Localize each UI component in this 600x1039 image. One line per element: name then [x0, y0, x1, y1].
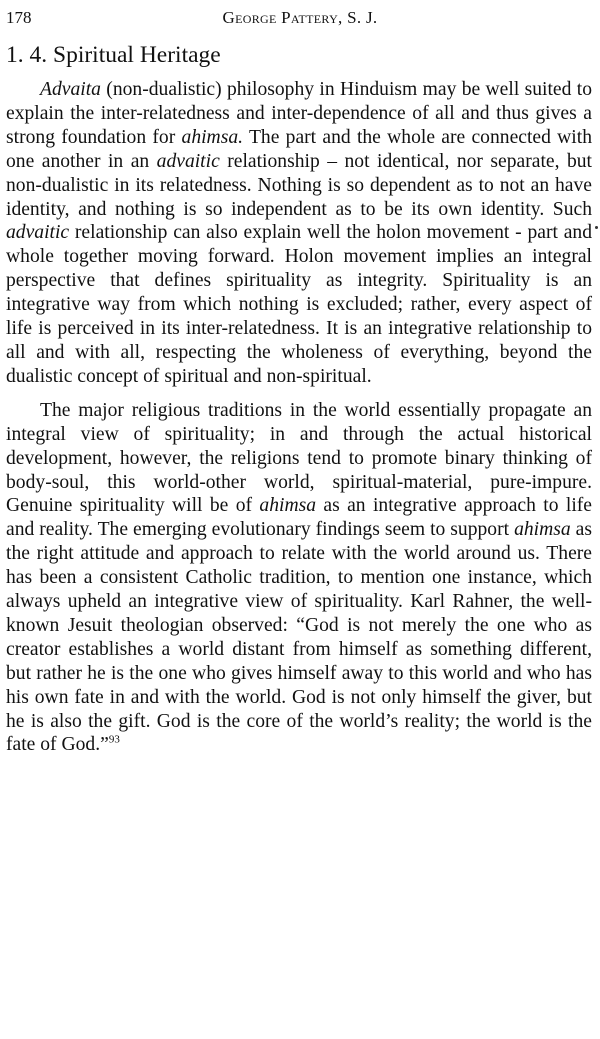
- text-run: The major religious traditions in the world essentially propagate an integral view of spirituality; in and through the actual historical development, however, the religions tend to promote binary thinking of body-soul, this world-other world, spiritual-material, pure-impure. Genuine spirituality will be of: [6, 399, 592, 517]
- italic-term: ahimsa: [514, 519, 571, 541]
- italic-term: Advaita: [40, 79, 101, 100]
- page-number: 178: [6, 8, 32, 27]
- italic-term: ahimsa: [259, 495, 317, 517]
- margin-mark: [595, 226, 598, 229]
- paragraph-2: [6, 399, 592, 758]
- text-run: relationship can also explain well the holon movement - part and whole together moving forward. Holon movement implies an integral perspective that defines spirituality as integrity. Spirituality is an integrative way from which nothing is excluded; rather, every aspect of life is perceived in its inter-relatedness. It is an integrative relationship to all and with all, respecting the wholeness of everything, beyond the dualistic concept of spiritual and non-spiritual.: [6, 222, 592, 387]
- body-text: [6, 78, 592, 757]
- footnote-ref: 93: [108, 733, 120, 746]
- italic-term: advaitic: [6, 222, 70, 244]
- italic-term: ahimsa.: [181, 126, 244, 148]
- paragraph-1: [6, 78, 592, 389]
- running-title: George Pattery, S. J.: [222, 8, 378, 27]
- text-run: as the right attitude and approach to relate with the world around us. There has been a consistent Catholic tradition, to mention one instance, which always upheld an integrative view of spirituality. Karl Rahner, the well-known Jesuit theologian observed: “God is not merely the one who as creator establishes a world distant from himself as something different, but rather he is the one who gives himself away to this world and who has his own fate in and with the world. God is not only himself the giver, but he is also the gift. God is the core of the world’s reality; the world is the fate of God.”: [6, 519, 592, 756]
- text-run: as an integrative approach to life and reality. The emerging evolutionary findings seem to support: [6, 495, 592, 541]
- running-head: [6, 8, 594, 32]
- section-heading: 1. 4. Spiritual Heritage: [6, 42, 221, 68]
- text-run: relationship – not identical, nor separate, but non-dualistic in its relatedness. Nothing is so dependent as to not an have identity, and nothing is so independent as to be its own identity. Such: [6, 150, 592, 220]
- text-run: (non-dualistic) philosophy in Hinduism may be well suited to explain the inter-relatedness and inter-dependence of all and thus gives a strong foundation for: [6, 79, 592, 148]
- text-run: The part and the whole are connected with one another in an: [6, 126, 592, 172]
- italic-term: advaitic: [156, 150, 220, 172]
